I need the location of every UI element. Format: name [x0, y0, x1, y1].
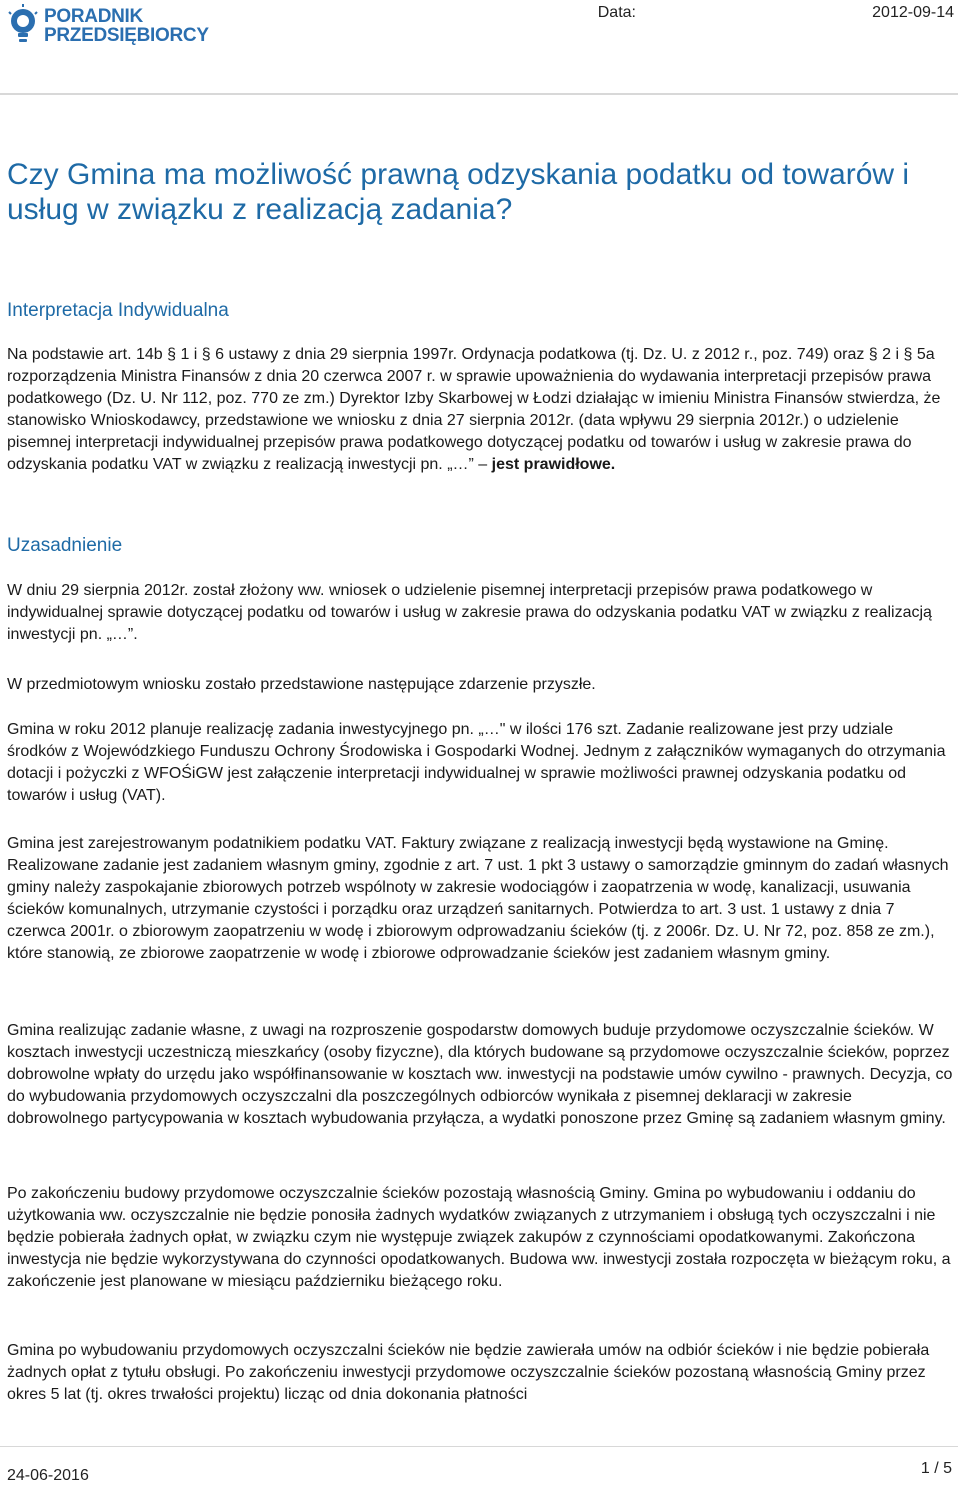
paragraph-vat-status: Gmina jest zarejestrowanym podatnikiem podatku VAT. Faktury związane z realizacją inwestycji będą wystawione na Gminę. Realizowane zadanie jest zadaniem własnym gminy, zgodnie z art. 7 ust. 1 pkt 3 ustawy o samorządzie gminnym do zadań własnych gminy należy zaspokajanie zbiorowych potrzeb wspólnoty w zakresie wodociągów i zaopatrzenia w wodę, kanalizacji, usuwania ścieków komunalnych, utrzymanie czystości i porządku oraz urządzeń sanitarnych. Potwierdza to art. 3 ust. 1 ustawy z dnia 7 czerwca 2001r. o zbiorowym zaopatrzeniu w wodę i zbiorowym odprowadzaniu ścieków (tj. z 2006r. Dz. U. Nr 72, poz. 858 ze zm.), które stanowią, ze zbiorowe zaopatrzenie w wodę i zbiorowe odprowadzanie ścieków jest zadaniem własnym gminy. [7, 835, 949, 962]
paragraph-intro [7, 344, 955, 476]
date-label: Data: [597, 4, 636, 21]
paragraph-durability: Gmina po wybudowaniu przydomowych oczyszczalni ścieków nie będzie zawierała umów na odbiór ścieków i nie będzie pobierała żadnych opłat z tytułu obsługi. Po zakończeniu inwestycji przydomowe oczyszczalnie ścieków pozostaną własnością Gminy przez okres 5 lat (tj. okres trwałości projektu) licząc od dnia dokonania płatności [7, 1342, 930, 1403]
verdict-text: jest prawidłowe. [491, 456, 616, 473]
footer-date: 24-06-2016 [7, 1467, 89, 1484]
date-value: 2012-09-14 [872, 4, 954, 21]
site-logo[interactable] [8, 4, 209, 48]
paragraph-own-task: Gmina realizując zadanie własne, z uwagi na rozproszenie gospodarstw domowych buduje przydomowe oczyszczalnie ścieków. W kosztach inwestycji uczestniczą mieszkańcy (osoby fizyczne), dla których budowane są przydomowe oczyszczalnie ścieków, poprzez dobrowolne wpłaty do urzędu jako współfinansowanie w kosztach ww. inwestycji na podstawie umów cywilno - prawnych. Decyzja, co do wybudowania przydomowych oczyszczalni dla poszczególnych odbiorców wynikała z pisemnej deklaracji w zakresie dobrowolnego partycypowania w kosztach wybudowania przyłącza, a wydatki ponoszone przez Gminę są zadaniem własnym gminy. [7, 1022, 953, 1127]
paragraph-event-intro: W przedmiotowym wniosku zostało przedstawione następujące zdarzenie przyszłe. [7, 676, 596, 693]
logo-wordmark [44, 7, 209, 45]
footer-divider [0, 1446, 958, 1447]
intro-text: Na podstawie art. 14b § 1 i § 6 ustawy z dnia 29 sierpnia 1997r. Ordynacja podatkowa (tj. Dz. U. z 2012 r., poz. 749) oraz § 2 i § 5a rozporządzenia Ministra Finansów z dnia 20 czerwca 2007 r. w sprawie upoważnienia do wydawania interpretacji przepisów prawa podatkowego (Dz. U. Nr 112, poz. 770 ze zm.) Dyrektor Izby Skarbowej w Łodzi działając w imieniu Ministra Finansów stwierdza, że stanowisko Wnioskodawcy, przedstawione we wniosku z dnia 27 sierpnia 2012r. (data wpływu 29 sierpnia 2012r.) o udzielenie pisemnej interpretacji indywidualnej przepisów prawa podatkowego dotyczącej podatku od towarów i usług w zakresie prawa do odzyskania podatku VAT w związku z realizacją inwestycji pn. „…” – [7, 346, 941, 473]
paragraph-investment: Gmina w roku 2012 planuje realizację zadania inwestycyjnego pn. „…" w ilości 176 szt. Zadanie realizowane jest przy udziale środków z Wojewódzkiego Funduszu Ochrony Środowiska i Gospodarki Wodnej. Jednym z załączników wymaganych do otrzymania dotacji i pożyczki z WFOŚiGW jest załączenie interpretacji indywidualnej w sprawie możliwości prawnej odzyskania podatku od towarów i usług (VAT). [7, 721, 946, 804]
paragraph-ownership: Po zakończeniu budowy przydomowe oczyszczalnie ścieków pozostają własnością Gminy. Gmina po wybudowaniu i oddaniu do użytkowania ww. oczyszczalnie nie będzie ponosiła żadnych wydatków związanych z utrzymaniem i obsługą tych oczyszczalni i nie będzie pobierała żadnych opłat, w związku czym nie występuje związek zakupów z czynnościami opodatkowanymi. Zakończona inwestycja nie będzie wykorzystywana do czynności opodatkowanych. Budowa ww. inwestycji została rozpoczęta w bieżącym roku, a zakończenie jest planowane w miesiącu październiku bieżącego roku. [7, 1185, 951, 1290]
page-title: Czy Gmina ma możliwość prawną odzyskania podatku od towarów i usług w związku z realizacją zadania? [7, 158, 910, 226]
header-divider [0, 93, 958, 95]
paragraph-submission: W dniu 29 sierpnia 2012r. został złożony ww. wniosek o udzielenie pisemnej interpretacji przepisów prawa podatkowego w indywidualnej sprawie dotyczącej podatku od towarów i usług w zakresie prawa do odzyskania podatku VAT w związku z realizacją inwestycji pn. „…”. [7, 582, 932, 643]
section-heading-interpretacja: Interpretacja Indywidualna [7, 300, 229, 321]
page-header [0, 0, 960, 95]
section-heading-uzasadnienie: Uzasadnienie [7, 535, 123, 556]
logo-line-2: PRZEDSIĘBIORCY [44, 25, 209, 46]
lightbulb-icon [8, 4, 38, 48]
page-number: 1 / 5 [920, 1460, 952, 1477]
logo-line-1: PORADNIK [44, 6, 143, 27]
document-date [597, 4, 954, 22]
